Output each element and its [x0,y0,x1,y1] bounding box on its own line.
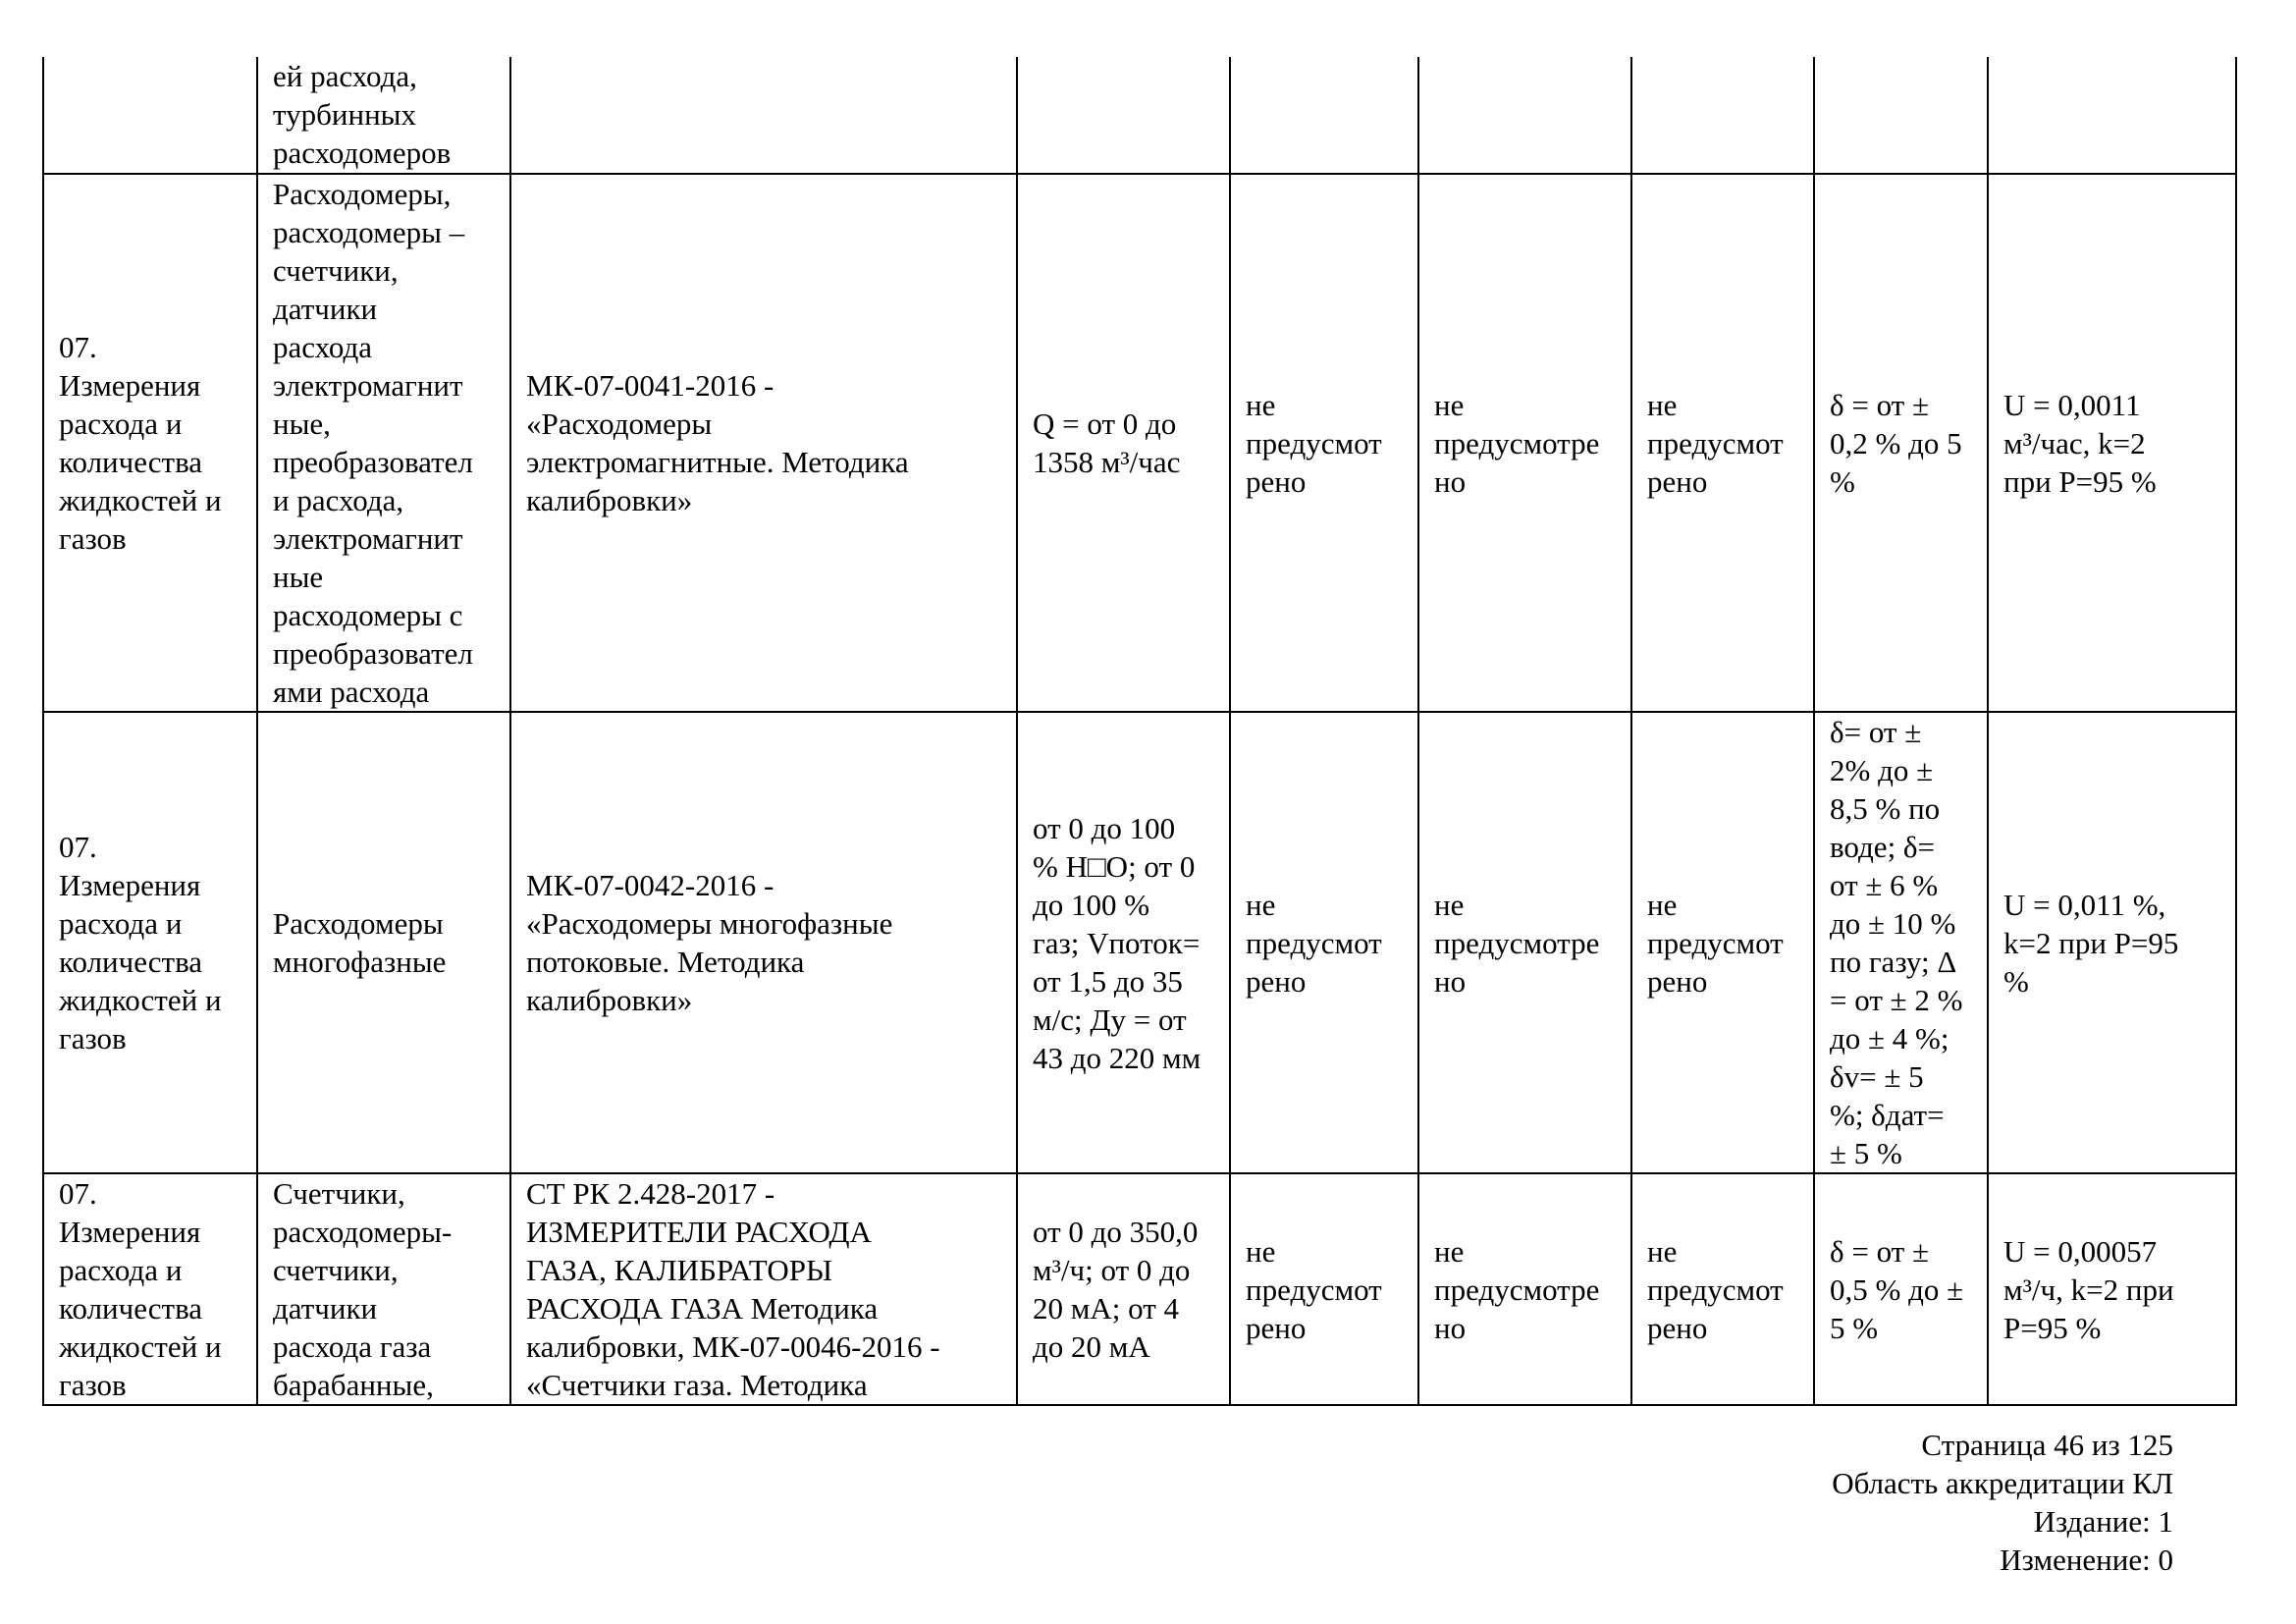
table-cell: не предусмот рено [1631,174,1814,712]
table-cell: не предусмот рено [1230,1173,1418,1405]
table-cell [1017,57,1230,174]
table-cell [1230,57,1418,174]
table-cell: не предусмот рено [1230,174,1418,712]
table-cell: не предусмот рено [1631,712,1814,1173]
table-cell: δ= от ± 2% до ± 8,5 % по воде; δ= от ± 6 % до ± 10 % по газу; Δ = от ± 2 % до ± 4 %; δv= ± 5 %; δдат= ± 5 % [1814,712,1988,1173]
table-cell [1988,57,2236,174]
table-cell: не предусмотре но [1418,712,1631,1173]
table-cell: 07. Измерения расхода и количества жидкостей и газов [43,712,257,1173]
table-cell [1631,57,1814,174]
table-cell: Расходомеры, расходомеры – счетчики, датчики расхода электромагнит ные, преобразовател и расхода, электромагнит ные расходомеры с преобразовател ями расхода [257,174,510,712]
table-cell: МК-07-0042-2016 - «Расходомеры многофазные потоковые. Методика калибровки» [510,712,1017,1173]
table-cell: 07. Измерения расхода и количества жидкостей и газов [43,174,257,712]
edition-label: Издание: 1 [2033,1504,2173,1539]
table-cell: МК-07-0041-2016 - «Расходомеры электромагнитные. Методика калибровки» [510,174,1017,712]
table-cell [510,57,1017,174]
table-cell: Q = от 0 до 1358 м³/час [1017,174,1230,712]
table-cell: δ = от ± 0,2 % до 5 % [1814,174,1988,712]
table-cell: ей расхода, турбинных расходомеров [257,57,510,174]
change-label: Изменение: 0 [2000,1543,2173,1577]
table-cell: U = 0,011 %, k=2 при P=95 % [1988,712,2236,1173]
table-cell: не предусмот рено [1230,712,1418,1173]
table-cell [43,57,257,174]
table-cell: δ = от ± 0,5 % до ± 5 % [1814,1173,1988,1405]
table-cell: от 0 до 100 % H□O; от 0 до 100 % газ; Vпоток= от 1,5 до 35 м/с; Ду = от 43 до 220 мм [1017,712,1230,1173]
table-cell: СТ РК 2.428-2017 - ИЗМЕРИТЕЛИ РАСХОДА ГАЗА, КАЛИБРАТОРЫ РАСХОДА ГАЗА Методика калибровки, МК-07-0046-2016 - «Счетчики газа. Методика [510,1173,1017,1405]
table-row [43,712,2236,1173]
table-row [43,57,2236,174]
page-number: Страница 46 из 125 [1921,1428,2173,1462]
table-cell: U = 0,00057 м³/ч, k=2 при P=95 % [1988,1173,2236,1405]
table-cell: не предусмотре но [1418,1173,1631,1405]
table-cell: Счетчики, расходомеры- счетчики, датчики расхода газа барабанные, [257,1173,510,1405]
table-cell: не предусмот рено [1631,1173,1814,1405]
accreditation-scope: Область аккредитации КЛ [1832,1466,2173,1500]
table-cell: U = 0,0011 м³/час, k=2 при P=95 % [1988,174,2236,712]
table-cell [1814,57,1988,174]
accreditation-table [42,57,2237,1406]
table-cell: не предусмотре но [1418,174,1631,712]
table-row [43,174,2236,712]
table-cell: от 0 до 350,0 м³/ч; от 0 до 20 мА; от 4 до 20 мА [1017,1173,1230,1405]
table-cell: Расходомеры многофазные [257,712,510,1173]
table-row [43,1173,2236,1405]
table-cell [1418,57,1631,174]
table-cell: 07. Измерения расхода и количества жидкостей и газов [43,1173,257,1405]
page-footer [1832,1426,2173,1579]
